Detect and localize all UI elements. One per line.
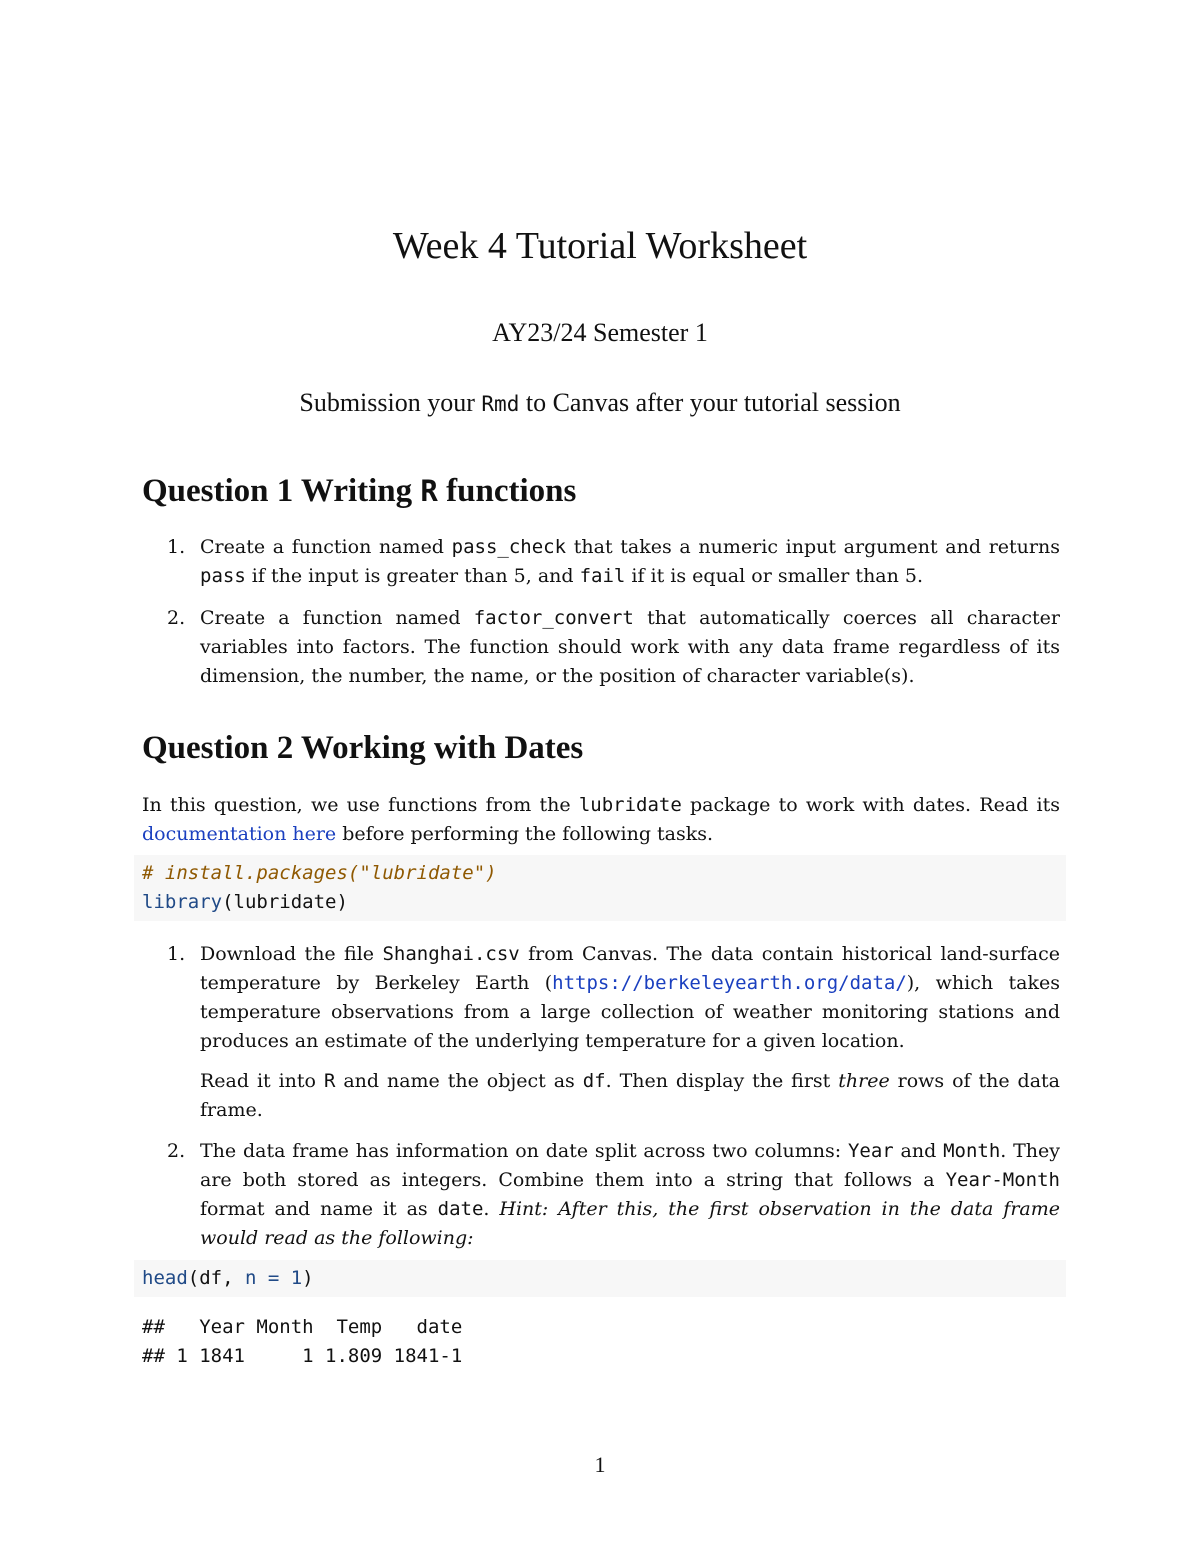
item-code: factor_convert [473,607,634,629]
item-code: Month [943,1140,1001,1162]
intro-text: In this question, we use functions from the [142,794,579,816]
list-number: 1. [167,943,186,965]
item-code: df [582,1070,606,1092]
code-comment: # install.packages("lubridate") [142,862,497,884]
item-code: pass_check [451,536,567,558]
q1-heading-code: R [420,474,438,508]
item-emphasis: three [838,1070,890,1092]
item-text: Create a function named [200,536,452,558]
q1-heading-prefix: Question 1 Writing [142,473,421,509]
document-title: Week 4 Tutorial Worksheet [392,225,808,267]
q2-list-item-1 [167,940,1060,1056]
code-text: ) [302,1267,314,1289]
q1-list-item-1 [167,533,1060,591]
item-text: format and name it as [200,1198,438,1220]
question-2-heading: Question 2 Working with Dates [142,730,584,766]
q2-list-item-2 [167,1137,1060,1253]
intro-code: lubridate [578,794,682,816]
item-code: date [437,1198,484,1220]
output-line: ## 1 1841 1 1.809 1841-1 [142,1345,463,1367]
list-number: 2. [167,1140,186,1162]
code-text: (lubridate) [222,891,348,913]
list-number: 2. [167,607,186,629]
item-code: pass [200,565,246,587]
submission-text-1: Submission your [299,388,482,417]
code-block-install [134,855,1066,921]
code-output [142,1313,462,1371]
item-text: from Canvas. The data contain historical land-surface temperature by Berkeley Earth ( [200,943,1060,994]
question-1-heading [142,473,576,510]
submission-text-2: to Canvas after your tutorial session [519,388,901,417]
item-text: if it is equal or smaller than 5. [625,565,924,587]
intro-text: package to work with dates. Read its [681,794,1060,816]
item-code: fail [579,565,626,587]
submission-note [0,388,1200,418]
hint-text: Hint: After this, the first observation in the data frame would read as the following: [200,1198,1060,1249]
list-number: 1. [167,536,186,558]
intro-text: before performing the following tasks. [336,823,714,845]
item-text: that automatically coerces all character variables into factors. The function should work with any data frame regardless of its dimension, the number, the name, or the position of character variable(s). [200,607,1060,687]
item-text: . Then display the first [605,1070,839,1092]
code-argument: n = 1 [244,1267,303,1289]
item-text: ), which takes temperature observations from a large collection of weather monitoring stations and produces an estimate of the underlying temperature for a given location. [200,972,1060,1052]
code-text: (df, [187,1267,245,1289]
item-text: Read it into [200,1070,324,1092]
document-subtitle: AY23/24 Semester 1 [492,318,708,347]
code-function: head [142,1267,188,1289]
item-text: rows of the data frame. [200,1070,1060,1121]
q2-list-item-1-paragraph-2 [200,1067,1060,1125]
code-block-head [134,1260,1066,1297]
item-text: that takes a numeric input argument and returns [566,536,1060,558]
output-line: ## Year Month Temp date [142,1316,463,1338]
item-code: R [323,1070,336,1092]
item-code: Year [847,1140,894,1162]
item-text: if the input is greater than 5, and [245,565,580,587]
item-text: and name the object as [335,1070,583,1092]
documentation-link[interactable]: documentation here [142,823,337,845]
berkeley-earth-link[interactable]: https://berkeleyearth.org/data/ [552,972,907,994]
q1-heading-suffix: functions [437,473,577,509]
item-text: Create a function named [200,607,474,629]
page-number: 1 [594,1452,606,1477]
item-text: and [893,1140,944,1162]
submission-code: Rmd [481,392,520,416]
item-text: The data frame has information on date split across two columns: [200,1140,848,1162]
q1-list-item-2 [167,604,1060,691]
item-code: Shanghai.csv [382,943,520,965]
item-code: Year-Month [945,1169,1060,1191]
code-function: library [142,891,223,913]
item-text: Download the file [200,943,383,965]
item-text: . They are both stored as integers. Combine them into a string that follows a [200,1140,1060,1191]
q2-intro-paragraph [142,791,1060,849]
item-text: . [483,1198,500,1220]
